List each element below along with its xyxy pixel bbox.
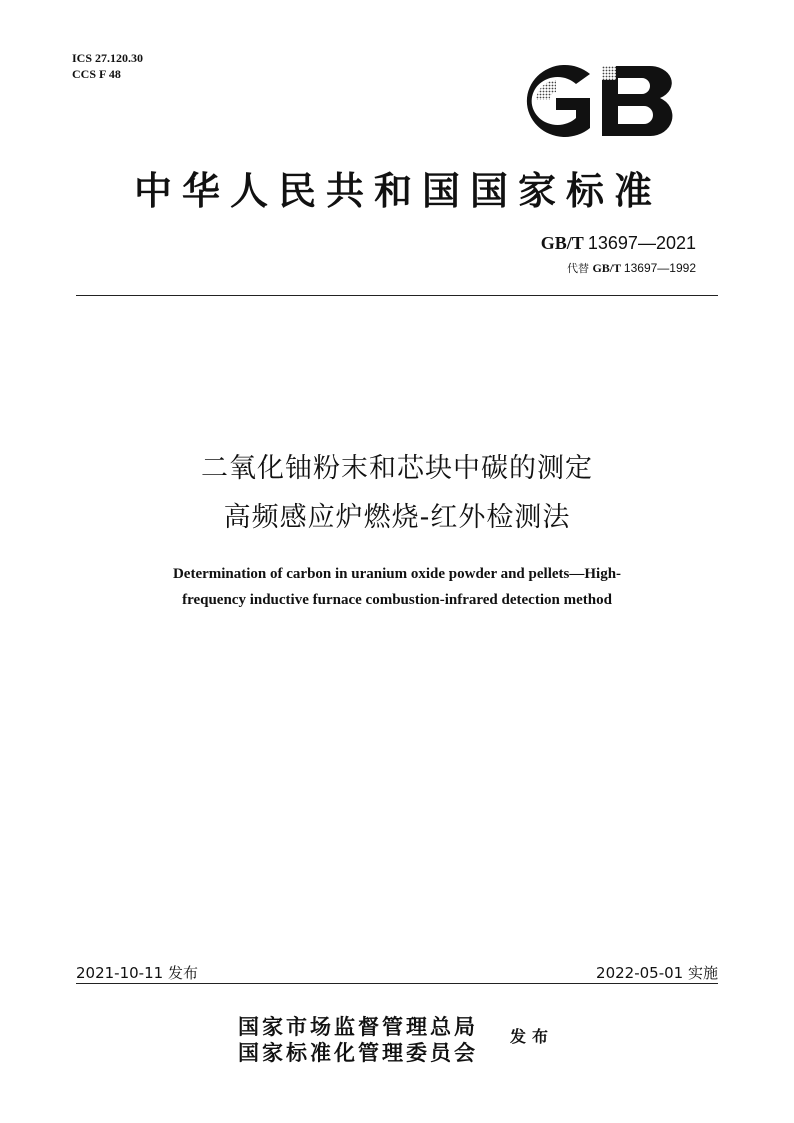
publisher-line1: 国家市场监督管理总局	[238, 1014, 478, 1039]
publisher-line2: 国家标准化管理委员会	[238, 1040, 478, 1065]
english-title-line1: Determination of carbon in uranium oxide powder and pellets—High-	[172, 566, 622, 582]
replaces-code: 13697—1992	[623, 261, 696, 275]
publish-action: 发布	[510, 1027, 555, 1046]
gb-emblem-icon	[512, 60, 678, 142]
standard-code: 13697—2021	[587, 233, 696, 253]
replaces-label: 代替	[566, 262, 593, 275]
standard-number	[541, 233, 696, 254]
national-standard-title: 中华人民共和国国家标准	[133, 168, 662, 213]
ics-code: ICS 27.120.30	[72, 51, 144, 65]
header-divider	[76, 295, 718, 296]
issue-date: 2021-10-11 发布	[76, 964, 198, 982]
implementation-date: 2022-05-01 实施	[596, 964, 718, 982]
replaces-prefix: GB/T	[592, 261, 624, 275]
standard-prefix: GB/T	[540, 233, 588, 253]
footer-divider	[76, 983, 718, 984]
chinese-title-line2: 高频感应炉燃烧-红外检测法	[223, 502, 571, 533]
replaces-standard	[567, 260, 696, 276]
classification-codes	[72, 50, 143, 82]
english-title-line2: frequency inductive furnace combustion-infrared detection method	[182, 592, 612, 608]
ccs-code: CCS F 48	[72, 67, 121, 81]
chinese-title-line1: 二氧化铀粉末和芯块中碳的测定	[201, 453, 593, 484]
